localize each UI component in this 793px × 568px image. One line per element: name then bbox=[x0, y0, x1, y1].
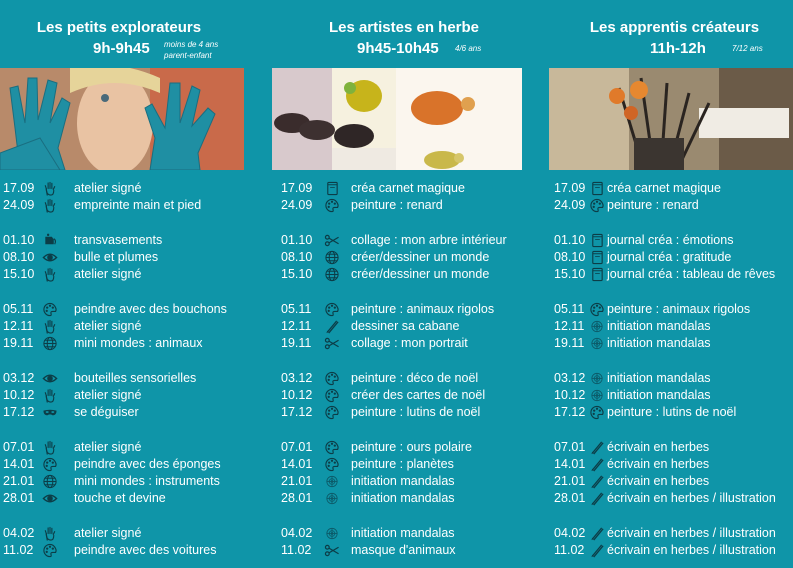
session-date: 24.09 bbox=[3, 198, 35, 212]
session-date: 07.01 bbox=[554, 440, 586, 454]
activity-label: écrivain en herbes bbox=[607, 457, 710, 471]
activity-label: dessiner sa cabane bbox=[351, 319, 460, 333]
session-date: 03.12 bbox=[554, 371, 586, 385]
session-date: 19.11 bbox=[554, 336, 585, 350]
activity-label: atelier signé bbox=[74, 319, 142, 333]
activity-label: initiation mandalas bbox=[351, 474, 455, 488]
mask-icon bbox=[42, 405, 58, 420]
activity-label: atelier signé bbox=[74, 181, 142, 195]
palette-icon bbox=[324, 371, 340, 386]
globe-icon bbox=[324, 250, 340, 265]
activity-label: créa carnet magique bbox=[607, 181, 721, 195]
hand-icon bbox=[42, 526, 58, 541]
column-time: 9h45-10h45 bbox=[357, 40, 439, 57]
session-date: 08.10 bbox=[281, 250, 313, 264]
session-date: 17.09 bbox=[3, 181, 35, 195]
session-date: 24.09 bbox=[554, 198, 586, 212]
activity-label: peinture : lutins de noël bbox=[351, 405, 481, 419]
activity-label: bulle et plumes bbox=[74, 250, 159, 264]
session-date: 07.01 bbox=[281, 440, 313, 454]
scissors-icon bbox=[324, 336, 340, 351]
session-date: 11.02 bbox=[3, 543, 34, 557]
notebook-icon bbox=[589, 250, 605, 265]
activity-label: journal créa : tableau de rêves bbox=[607, 267, 776, 281]
activity-label: initiation mandalas bbox=[607, 371, 711, 385]
palette-icon bbox=[589, 405, 605, 420]
age-note bbox=[455, 43, 481, 54]
hand-icon bbox=[42, 267, 58, 282]
activity-label: peinture : animaux rigolos bbox=[351, 302, 495, 316]
scissors-icon bbox=[324, 543, 340, 558]
palette-icon bbox=[324, 198, 340, 213]
activity-label: initiation mandalas bbox=[607, 336, 711, 350]
eye-icon bbox=[42, 491, 58, 506]
session-date: 14.01 bbox=[554, 457, 586, 471]
activity-label: initiation mandalas bbox=[351, 526, 455, 540]
palette-icon bbox=[589, 198, 605, 213]
notebook-icon bbox=[589, 267, 605, 282]
activity-label: créer des cartes de noël bbox=[351, 388, 486, 402]
activity-label: touche et devine bbox=[74, 491, 166, 505]
session-date: 12.11 bbox=[3, 319, 34, 333]
session-date: 19.11 bbox=[3, 336, 34, 350]
session-date: 28.01 bbox=[554, 491, 586, 505]
session-date: 17.09 bbox=[281, 181, 313, 195]
age-note bbox=[164, 39, 218, 61]
activity-label: créa carnet magique bbox=[351, 181, 465, 195]
session-date: 19.11 bbox=[281, 336, 312, 350]
age-note-line: parent-enfant bbox=[164, 51, 212, 60]
session-date: 28.01 bbox=[3, 491, 35, 505]
activity-label: écrivain en herbes bbox=[607, 474, 710, 488]
notebook-icon bbox=[589, 181, 605, 196]
activity-label: peinture : renard bbox=[607, 198, 699, 212]
photo-paint-brushes bbox=[549, 68, 793, 170]
palette-icon bbox=[42, 543, 58, 558]
activity-label: transvasements bbox=[74, 233, 163, 247]
age-note-line: moins de 4 ans bbox=[164, 40, 219, 49]
session-date: 28.01 bbox=[281, 491, 313, 505]
scissors-icon bbox=[324, 233, 340, 248]
activity-label: atelier signé bbox=[74, 388, 142, 402]
session-date: 11.02 bbox=[281, 543, 312, 557]
activity-label: collage : mon portrait bbox=[351, 336, 468, 350]
eye-icon bbox=[42, 371, 58, 386]
pencil-icon bbox=[589, 491, 605, 506]
session-date: 17.12 bbox=[3, 405, 35, 419]
pencil-icon bbox=[589, 474, 605, 489]
hand-icon bbox=[42, 198, 58, 213]
activity-label: peinture : déco de noël bbox=[351, 371, 479, 385]
session-date: 03.12 bbox=[3, 371, 35, 385]
photo-painted-hands bbox=[0, 68, 244, 170]
pencil-icon bbox=[589, 526, 605, 541]
water-icon bbox=[42, 233, 58, 248]
activity-label: écrivain en herbes / illustration bbox=[607, 491, 776, 505]
mandala-icon bbox=[324, 491, 340, 506]
activity-label: initiation mandalas bbox=[607, 319, 711, 333]
mandala-icon bbox=[589, 371, 605, 386]
activity-label: créer/dessiner un monde bbox=[351, 267, 490, 281]
activity-label: peinture : planètes bbox=[351, 457, 454, 471]
activity-label: peinture : animaux rigolos bbox=[607, 302, 751, 316]
activity-label: collage : mon arbre intérieur bbox=[351, 233, 507, 247]
column-apprentis-createurs bbox=[546, 0, 793, 568]
session-date: 11.02 bbox=[554, 543, 585, 557]
activity-label: peindre avec des éponges bbox=[74, 457, 221, 471]
session-date: 15.10 bbox=[554, 267, 586, 281]
session-date: 04.02 bbox=[554, 526, 586, 540]
pencil-icon bbox=[324, 319, 340, 334]
activity-label: journal créa : émotions bbox=[607, 233, 734, 247]
column-petits-explorateurs bbox=[0, 0, 268, 568]
session-date: 24.09 bbox=[281, 198, 313, 212]
session-date: 04.02 bbox=[3, 526, 35, 540]
session-date: 14.01 bbox=[281, 457, 313, 471]
session-date: 01.10 bbox=[3, 233, 35, 247]
notebook-icon bbox=[589, 233, 605, 248]
age-note bbox=[732, 43, 763, 54]
activity-label: mini mondes : instruments bbox=[74, 474, 220, 488]
mandala-icon bbox=[589, 336, 605, 351]
palette-icon bbox=[42, 457, 58, 472]
activity-label: peinture : ours polaire bbox=[351, 440, 472, 454]
activity-label: peinture : lutins de noël bbox=[607, 405, 737, 419]
session-date: 05.11 bbox=[281, 302, 312, 316]
hand-icon bbox=[42, 388, 58, 403]
column-time: 11h-12h bbox=[650, 40, 706, 57]
age-note-line: 7/12 ans bbox=[732, 44, 763, 53]
activity-label: peindre avec des voitures bbox=[74, 543, 217, 557]
activity-label: initiation mandalas bbox=[607, 388, 711, 402]
palette-icon bbox=[324, 405, 340, 420]
session-date: 21.01 bbox=[554, 474, 586, 488]
column-time: 9h-9h45 bbox=[93, 40, 150, 57]
activity-label: atelier signé bbox=[74, 526, 142, 540]
globe-icon bbox=[42, 474, 58, 489]
activity-label: initiation mandalas bbox=[351, 491, 455, 505]
session-date: 12.11 bbox=[554, 319, 585, 333]
pencil-icon bbox=[589, 543, 605, 558]
pencil-icon bbox=[589, 440, 605, 455]
pencil-icon bbox=[589, 457, 605, 472]
mandala-icon bbox=[324, 474, 340, 489]
session-date: 05.11 bbox=[3, 302, 34, 316]
mandala-icon bbox=[589, 388, 605, 403]
palette-icon bbox=[42, 302, 58, 317]
session-date: 05.11 bbox=[554, 302, 585, 316]
session-date: 17.12 bbox=[554, 405, 586, 419]
activity-label: atelier signé bbox=[74, 440, 142, 454]
session-date: 21.01 bbox=[3, 474, 35, 488]
session-date: 14.01 bbox=[3, 457, 35, 471]
activity-label: masque d'animaux bbox=[351, 543, 456, 557]
activity-label: se déguiser bbox=[74, 405, 139, 419]
hand-icon bbox=[42, 440, 58, 455]
session-date: 17.09 bbox=[554, 181, 586, 195]
activity-label: bouteilles sensorielles bbox=[74, 371, 197, 385]
column-title: Les artistes en herbe bbox=[328, 19, 480, 36]
age-note-line: 4/6 ans bbox=[455, 44, 482, 53]
notebook-icon bbox=[324, 181, 340, 196]
activity-label: peindre avec des bouchons bbox=[74, 302, 227, 316]
activity-label: atelier signé bbox=[74, 267, 142, 281]
activity-label: peinture : renard bbox=[351, 198, 443, 212]
hand-icon bbox=[42, 319, 58, 334]
mandala-icon bbox=[324, 526, 340, 541]
session-date: 10.12 bbox=[554, 388, 586, 402]
column-title: Les petits explorateurs bbox=[36, 19, 202, 36]
activity-label: écrivain en herbes / illustration bbox=[607, 526, 776, 540]
session-date: 10.12 bbox=[3, 388, 35, 402]
palette-icon bbox=[324, 440, 340, 455]
globe-icon bbox=[324, 267, 340, 282]
palette-icon bbox=[589, 302, 605, 317]
session-date: 08.10 bbox=[3, 250, 35, 264]
column-artistes-en-herbe bbox=[270, 0, 538, 568]
session-date: 04.02 bbox=[281, 526, 313, 540]
session-date: 03.12 bbox=[281, 371, 313, 385]
palette-icon bbox=[324, 457, 340, 472]
session-date: 01.10 bbox=[554, 233, 586, 247]
hand-icon bbox=[42, 181, 58, 196]
photo-turtle-paintings bbox=[272, 68, 522, 170]
palette-icon bbox=[324, 302, 340, 317]
session-date: 10.12 bbox=[281, 388, 313, 402]
session-date: 07.01 bbox=[3, 440, 35, 454]
column-title: Les apprentis créateurs bbox=[589, 19, 760, 36]
session-date: 08.10 bbox=[554, 250, 586, 264]
session-date: 01.10 bbox=[281, 233, 313, 247]
session-date: 15.10 bbox=[3, 267, 35, 281]
activity-label: journal créa : gratitude bbox=[607, 250, 732, 264]
activity-label: empreinte main et pied bbox=[74, 198, 202, 212]
session-date: 15.10 bbox=[281, 267, 313, 281]
activity-label: écrivain en herbes bbox=[607, 440, 710, 454]
palette-icon bbox=[324, 388, 340, 403]
activity-label: écrivain en herbes / illustration bbox=[607, 543, 776, 557]
session-date: 21.01 bbox=[281, 474, 313, 488]
session-date: 12.11 bbox=[281, 319, 312, 333]
activity-label: créer/dessiner un monde bbox=[351, 250, 490, 264]
eye-icon bbox=[42, 250, 58, 265]
mandala-icon bbox=[589, 319, 605, 334]
activity-label: mini mondes : animaux bbox=[74, 336, 203, 350]
globe-icon bbox=[42, 336, 58, 351]
session-date: 17.12 bbox=[281, 405, 313, 419]
